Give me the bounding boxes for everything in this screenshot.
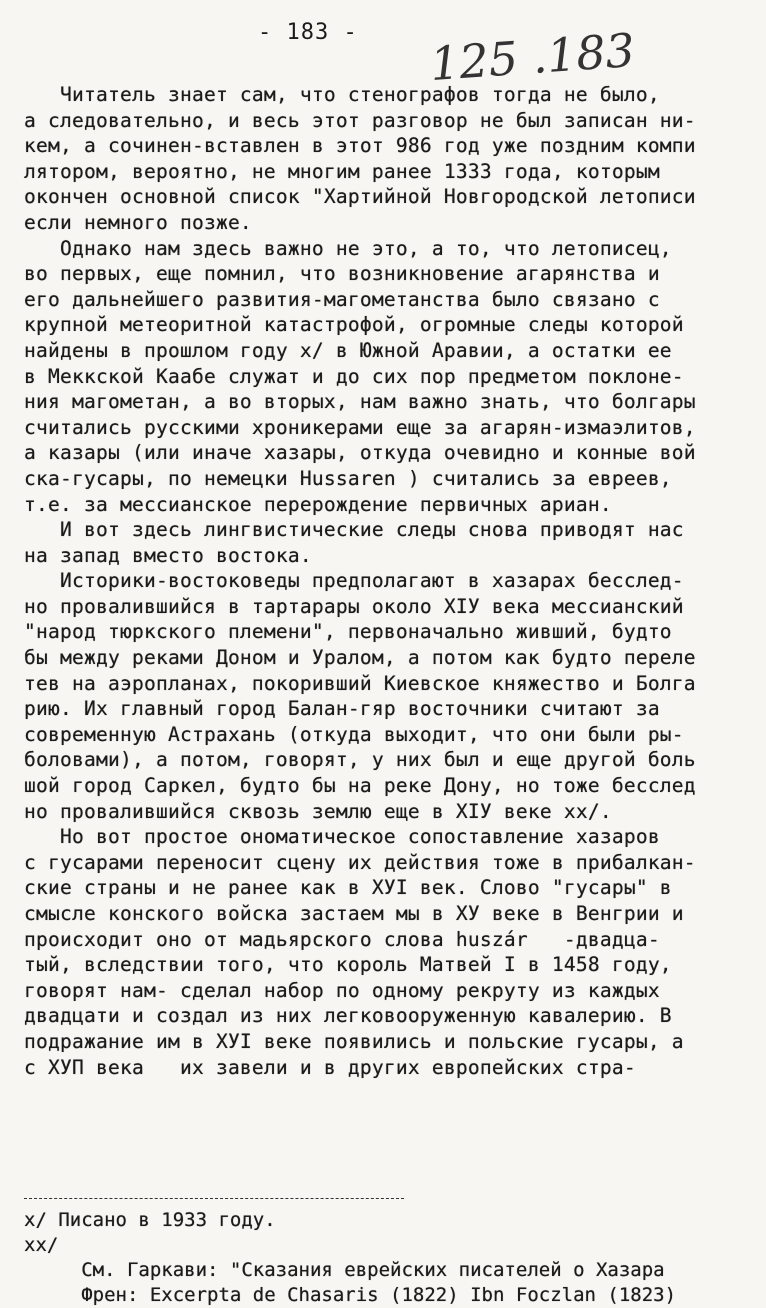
text-line: с гусарами переносит сцену их действия тоже в прибалкан- [24, 850, 696, 874]
text-line: бы между реками Доном и Уралом, а потом как будто переле [24, 646, 696, 670]
text-line: но провалившийся в тартарары около ХІУ века мессианский [24, 594, 684, 618]
text-line: во первых, еще помнил, что возникновение агарянства и [24, 262, 660, 286]
text-line: современную Астрахань (откуда выходит, что они были ры- [24, 722, 684, 746]
text-line: считались русскими хроникерами еще за агарян-измаэлитов, [24, 415, 696, 439]
text-line: говорят нам- сделал набор по одному рекруту из каждых [24, 978, 660, 1002]
text-line: боловами), а потом, говорят, у них был и еще другой боль [24, 748, 696, 772]
text-line: кем, а сочинен-вставлен в этот 986 год уже поздним компи [24, 134, 696, 158]
text-line: тев на аэропланах, покоривший Киевское княжество и Болга [24, 671, 696, 695]
handwritten-archive-number: 125 .183 [428, 22, 637, 92]
text-line: ска-гусары, по немецки Hussaren ) считались за евреев, [24, 466, 672, 490]
text-line: окончен основной список "Хартийной Новгородской летописи [24, 185, 696, 209]
text-line: т.е. за мессианское перерождение первичных ариан. [24, 492, 612, 516]
text-line: рию. Их главный город Балан-гяр восточники считают за [24, 697, 660, 721]
text-line: Но вот простое ономатическое сопоставление хазаров [24, 825, 660, 849]
text-line: подражание им в ХУІ веке появились и польские гусары, а [24, 1029, 684, 1053]
footnote-line: Френ: Excerpta de Chasaris (1822) Ibn Foczlan (1823) [24, 1284, 677, 1306]
text-line: а следовательно, и весь этот разговор не был записан ни- [24, 108, 696, 132]
footnote-line: См. Гаркави: "Сказания еврейских писателей о Хазара [24, 1259, 665, 1281]
text-line: в Меккской Каабе служат и до сих пор предметом поклоне- [24, 364, 684, 388]
main-text [24, 82, 752, 1080]
text-line: найдены в прошлом году х/ в Южной Аравии, а остатки ее [24, 338, 672, 362]
text-line: И вот здесь лингвистические следы снова приводят нас [24, 518, 684, 542]
text-line: двадцати и создал из них легковооруженную кавалерию. В [24, 1004, 672, 1028]
text-line: Историки-востоковеды предполагают в хазарах бесслед- [24, 569, 684, 593]
text-line: с ХУП века их завели и в других европейских стра- [24, 1055, 636, 1079]
text-line: но провалившийся сквозь землю еще в ХІУ веке хх/. [24, 799, 612, 823]
text-line: Читатель знает сам, что стенографов тогда не было, [24, 83, 660, 106]
text-line: на запад вместо востока. [24, 543, 312, 567]
text-line: Однако нам здесь важно не это, а то, что летописец, [24, 236, 672, 260]
footnote-line: хх/ [24, 1234, 59, 1256]
text-line: его дальнейшего развития-магометанства было связано с [24, 287, 660, 311]
text-line: "народ тюркского племени", первоначально живший, будто [24, 620, 672, 644]
text-line: если немного позже. [24, 210, 252, 234]
text-line: происходит оно от мадьярского слова huszár -двадца- [24, 927, 660, 951]
page-number: - 183 - [258, 20, 358, 45]
page-header [0, 20, 766, 92]
text-line: ские страны и не ранее как в ХУІ век. Слово "гусары" в [24, 876, 672, 900]
footnote-line: х/ Писано в 1933 году. [24, 1209, 276, 1231]
footnote-separator [24, 1198, 404, 1199]
text-line: лятором, вероятно, не многим ранее 1333 года, которым [24, 159, 660, 183]
text-line: шой город Саркел, будто бы на реке Дону, но тоже бесслед [24, 774, 696, 798]
text-line: смысле конского войска застаем мы в ХУ веке в Венгрии и [24, 902, 684, 925]
text-line: тый, вследствии того, что король Матвей I в 1458 году, [24, 953, 672, 977]
text-line: крупной метеоритной катастрофой, огромные следы которой [24, 313, 684, 337]
text-line: ния магометан, а во вторых, нам важно знать, что болгары [24, 390, 696, 414]
text-line: а казары (или иначе хазары, откуда очевидно и конные вой [24, 441, 696, 465]
footnotes [24, 1208, 764, 1308]
